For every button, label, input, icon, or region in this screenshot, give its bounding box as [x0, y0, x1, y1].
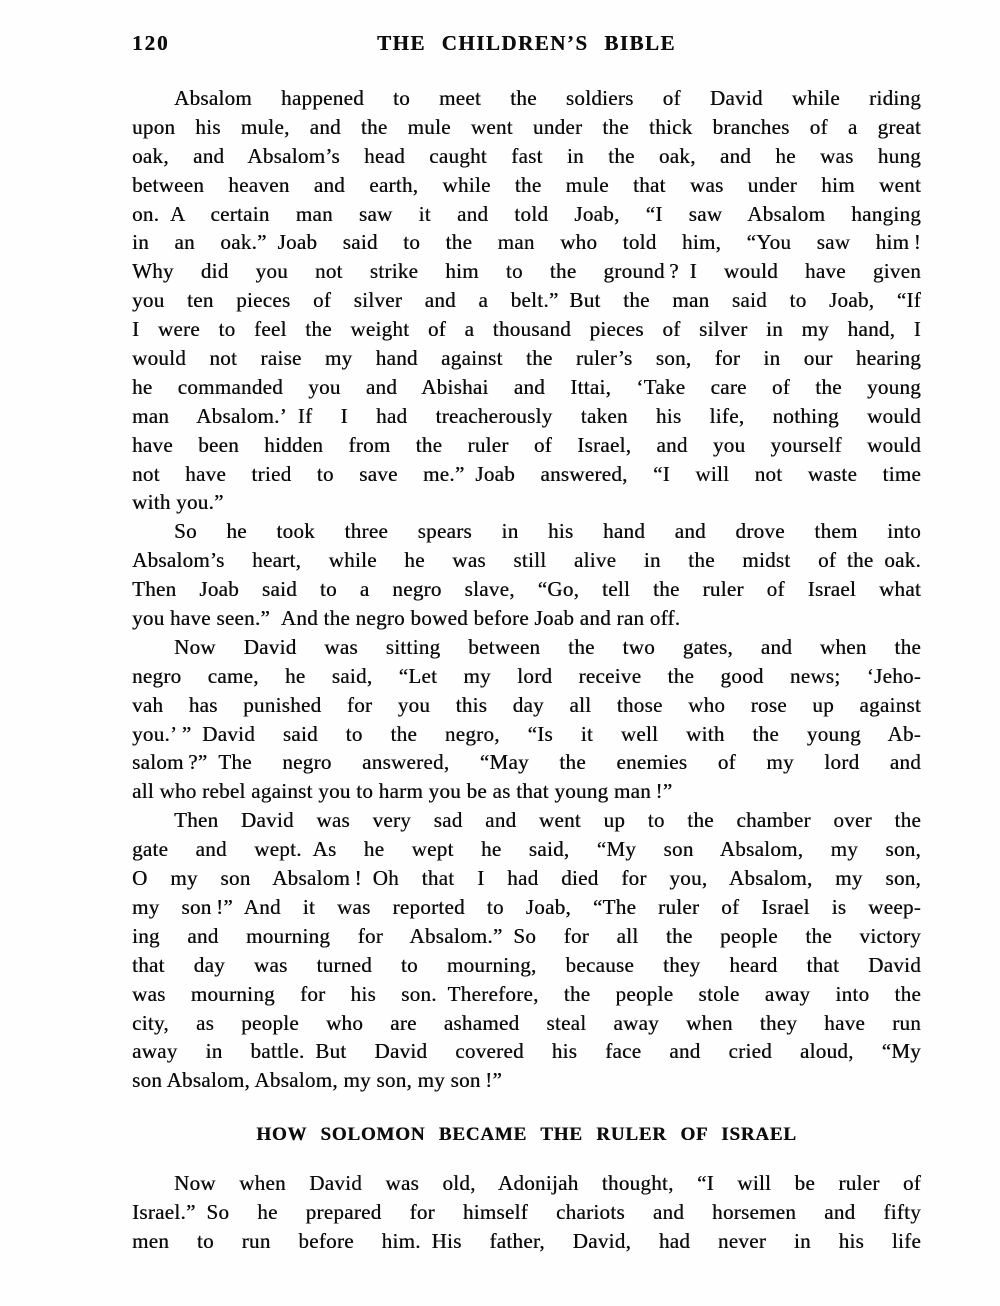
- paragraph: [132, 806, 921, 1095]
- text-line: he commanded you and Abishai and Ittai, ‘Take care of the young: [132, 374, 921, 399]
- text-line: upon his mule, and the mule went under the thick branches of a great: [132, 114, 921, 139]
- text-line: gate and wept. As he wept he said, “My son Absalom, my son,: [132, 837, 921, 862]
- text-line: all who rebel against you to harm you be as that young man !”: [132, 779, 673, 804]
- text-line: away in battle. But David covered his face and cried aloud, “My: [132, 1039, 921, 1064]
- text-line: Absalom’s heart, while he was still alive in the midst of the oak.: [132, 548, 921, 573]
- text-line: you have seen.” And the negro bowed before Joab and ran off.: [132, 606, 681, 631]
- text-line: Why did you not strike him to the ground ? I would have given: [132, 259, 921, 284]
- text-line: in an oak.” Joab said to the man who told him, “You saw him !: [132, 230, 921, 255]
- text-line: on. A certain man saw it and told Joab, “I saw Absalom hanging: [132, 201, 921, 226]
- text-line: salom ?” The negro answered, “May the enemies of my lord and: [132, 750, 921, 775]
- text-line: Then Joab said to a negro slave, “Go, tell the ruler of Israel what: [132, 577, 921, 602]
- paragraph: [132, 84, 921, 517]
- paragraph: [132, 517, 921, 633]
- text-line: not have tried to save me.” Joab answered, “I will not waste time: [132, 461, 921, 486]
- text-line: Now when David was old, Adonijah thought, “I will be ruler of: [174, 1171, 921, 1196]
- text-line: my son !” And it was reported to Joab, “The ruler of Israel is weep-: [132, 894, 921, 919]
- text-line: with you.”: [132, 490, 224, 515]
- text-line: Absalom happened to meet the soldiers of David while riding: [174, 86, 921, 110]
- paragraph: [132, 633, 921, 806]
- paragraph: [132, 1169, 921, 1256]
- text-line: man Absalom.’ If I had treacherously taken his life, nothing would: [132, 403, 921, 428]
- text-line: city, as people who are ashamed steal away when they have run: [132, 1010, 921, 1035]
- text-line: between heaven and earth, while the mule that was under him went: [132, 172, 921, 197]
- text-line: was mourning for his son. Therefore, the people stole away into the: [132, 981, 921, 1006]
- page-body: [132, 84, 921, 1256]
- section-heading: HOW SOLOMON BECAME THE RULER OF ISRAEL: [256, 1124, 797, 1146]
- text-line: you.’ ” David said to the negro, “Is it well with the young Ab-: [132, 721, 921, 746]
- text-line: son Absalom, Absalom, my son, my son !”: [132, 1068, 502, 1093]
- running-title: THE CHILDREN’S BIBLE: [377, 31, 676, 55]
- text-line: ing and mourning for Absalom.” So for all the people the victory: [132, 923, 921, 948]
- text-line: have been hidden from the ruler of Israel, and you yourself would: [132, 432, 921, 457]
- text-line: I were to feel the weight of a thousand pieces of silver in my hand, I: [132, 317, 921, 342]
- text-line: Israel.” So he prepared for himself chariots and horsemen and fifty: [132, 1200, 921, 1225]
- text-line: So he took three spears in his hand and drove them into: [174, 519, 921, 544]
- text-line: negro came, he said, “Let my lord receive the good news; ‘Jeho-: [132, 663, 921, 688]
- text-line: you ten pieces of silver and a belt.” But the man said to Joab, “If: [132, 288, 921, 313]
- text-line: O my son Absalom ! Oh that I had died for you, Absalom, my son,: [132, 866, 921, 891]
- page-number: 120: [132, 31, 170, 55]
- text-line: men to run before him. His father, David, had never in his life: [132, 1228, 921, 1253]
- text-line: Then David was very sad and went up to the chamber over the: [174, 808, 921, 833]
- text-line: would not raise my hand against the ruler’s son, for in our hearing: [132, 346, 921, 371]
- text-line: vah has punished for you this day all those who rose up against: [132, 692, 921, 717]
- text-line: oak, and Absalom’s head caught fast in the oak, and he was hung: [132, 143, 921, 168]
- text-line: that day was turned to mourning, because they heard that David: [132, 952, 921, 977]
- text-line: Now David was sitting between the two gates, and when the: [174, 634, 921, 659]
